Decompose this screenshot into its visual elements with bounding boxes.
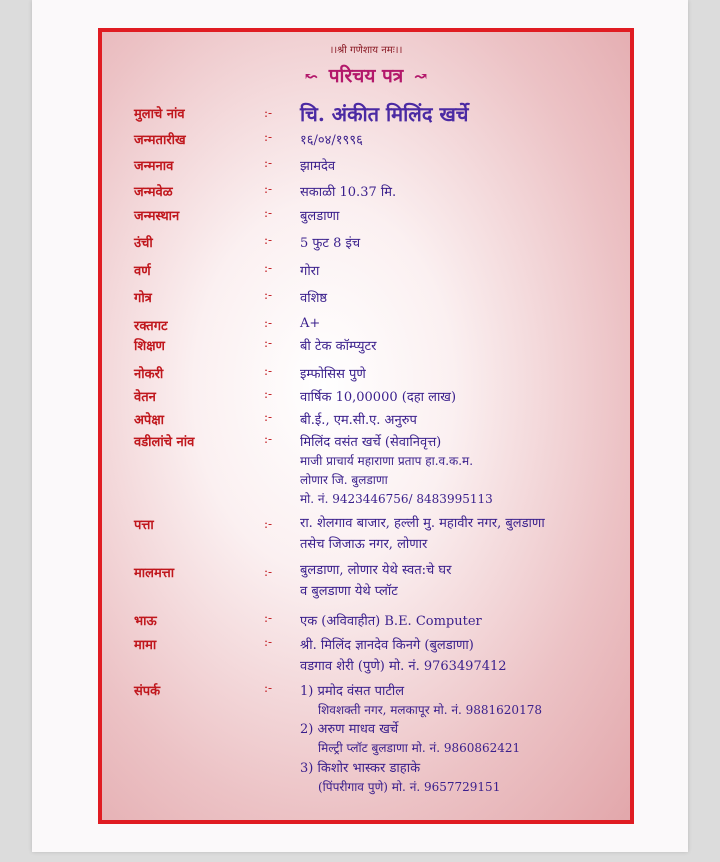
value-complexion: गोरा: [300, 264, 320, 279]
value-salary: वार्षिक 10,00000 (दहा लाख): [300, 390, 457, 405]
value-contact-line: 1) प्रमोद वंसत पाटील: [300, 684, 405, 699]
value-birth-name: झामदेव: [300, 159, 336, 174]
separator: :-: [264, 316, 273, 330]
left-ornament-icon: ↜: [304, 67, 319, 86]
label-dob: जन्मतारीख: [134, 133, 186, 148]
biodata-card: [98, 28, 634, 824]
value-uncle-line: श्री. मिलिंद ज्ञानदेव किनगे (बुलडाणा): [300, 638, 474, 653]
separator: :-: [264, 517, 273, 531]
value-birth-time: सकाळी 10.37 मि.: [300, 185, 397, 200]
separator: :-: [264, 681, 273, 695]
label-complexion: वर्ण: [134, 264, 151, 279]
separator: :-: [264, 130, 273, 144]
separator: :-: [264, 106, 273, 120]
value-father-line: मिलिंद वसंत खर्चे (सेवानिवृत्त): [300, 435, 442, 450]
separator: :-: [264, 387, 273, 401]
value-contact-line: 3) किशोर भास्कर डाहाके: [300, 761, 421, 776]
value-father-line: मो. नं. 9423446756/ 8483995113: [300, 492, 493, 506]
separator: :-: [264, 635, 273, 649]
label-address: पत्ता: [134, 518, 154, 533]
invocation-text: ।।श्री गणेशाय नमः।।: [329, 45, 403, 56]
value-contact-line: (पिंपरीगाव पुणे) मो. नं. 9657729151: [318, 780, 501, 794]
label-father: वडीलांचे नांव: [134, 435, 195, 450]
value-contact-line: शिवशक्ती नगर, मलकापूर मो. नं. 9881620178: [318, 703, 542, 717]
separator: :-: [264, 364, 273, 378]
value-address-line: तसेच जिजाऊ नगर, लोणार: [300, 537, 428, 552]
separator: :-: [264, 206, 273, 220]
value-father-line: माजी प्राचार्य महाराणा प्रताप हा.व.क.म.: [300, 454, 474, 468]
separator: :-: [264, 156, 273, 170]
value-uncle-line: वडगाव शेरी (पुणे) मो. नं. 9763497412: [300, 659, 507, 674]
label-uncle: मामा: [134, 638, 157, 653]
label-height: उंची: [134, 236, 153, 251]
separator: :-: [264, 336, 273, 350]
value-property-line: व बुलडाणा येथे प्लॉट: [300, 584, 398, 599]
label-salary: वेतन: [134, 390, 156, 405]
label-name: मुलाचे नांव: [134, 107, 185, 122]
value-gotra: वशिष्ठ: [300, 291, 328, 306]
separator: :-: [264, 288, 273, 302]
label-contact: संपर्क: [134, 684, 161, 699]
label-birth-place: जन्मस्थान: [134, 209, 180, 224]
value-expectation: बी.ई., एम.सी.ए. अनुरुप: [300, 413, 417, 428]
separator: :-: [264, 182, 273, 196]
label-education: शिक्षण: [134, 339, 165, 354]
value-education: बी टेक कॉम्प्युटर: [300, 339, 377, 354]
value-height: 5 फुट 8 इंच: [300, 236, 361, 251]
value-father-line: लोणार जि. बुलडाणा: [300, 473, 388, 487]
value-address-line: रा. शेलगाव बाजार, हल्ली मु. महावीर नगर, बुलडाणा: [300, 516, 545, 531]
label-blood-group: रक्तगट: [134, 319, 168, 334]
value-blood-group: A+: [300, 316, 321, 331]
value-job: इम्फोसिस पुणे: [300, 367, 366, 382]
label-gotra: गोत्र: [134, 291, 152, 306]
separator: :-: [264, 261, 273, 275]
value-brother: एक (अविवाहीत) B.E. Computer: [300, 614, 482, 629]
label-expectation: अपेक्षा: [134, 413, 165, 428]
value-dob: १६/०४/१९९६: [300, 133, 363, 148]
value-contact-line: मिल्ट्री प्लॉट बुलडाणा मो. नं. 9860862421: [318, 741, 521, 755]
separator: :-: [264, 565, 273, 579]
right-ornament-icon: ↝: [413, 67, 428, 86]
value-name: चि. अंकीत मिलिंद खर्चे: [300, 102, 469, 126]
separator: :-: [264, 432, 273, 446]
value-birth-place: बुलडाणा: [300, 209, 340, 224]
value-contact-line: 2) अरुण माधव खर्चे: [300, 722, 399, 737]
separator: :-: [264, 611, 273, 625]
label-birth-time: जन्मवेळ: [134, 185, 173, 200]
label-brother: भाऊ: [134, 614, 157, 629]
label-birth-name: जन्मनाव: [134, 159, 174, 174]
label-job: नोकरी: [134, 367, 164, 382]
page-title: परिचय पत्र: [328, 65, 404, 87]
value-property-line: बुलडाणा, लोणार येथे स्वत:चे घर: [300, 563, 452, 578]
label-property: मालमत्ता: [134, 566, 175, 581]
separator: :-: [264, 410, 273, 424]
separator: :-: [264, 233, 273, 247]
page-title-block: [102, 62, 630, 88]
